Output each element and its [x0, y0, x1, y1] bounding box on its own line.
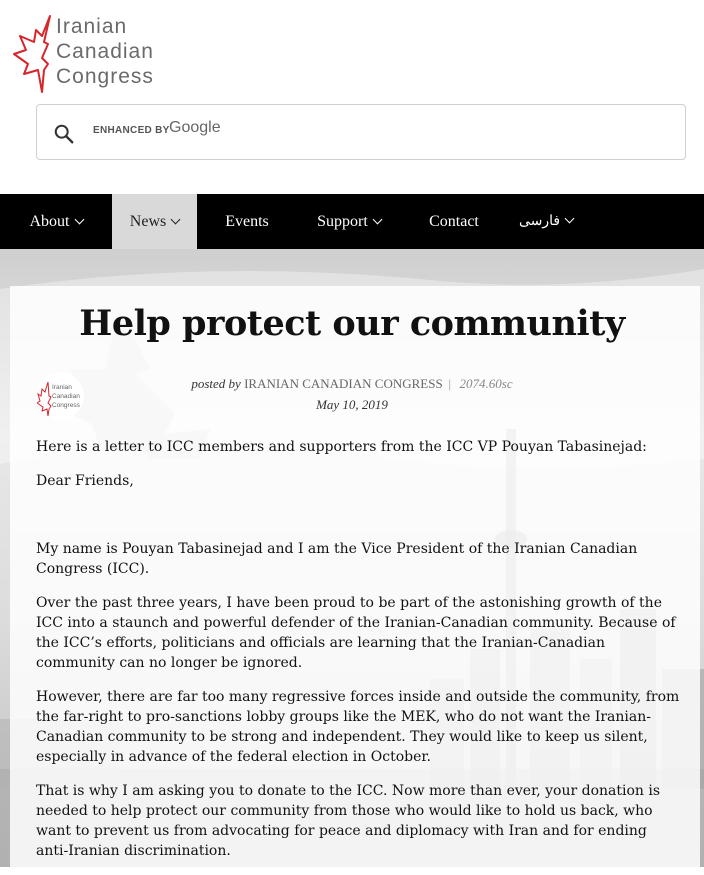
- nav-item-farsi[interactable]: [510, 194, 582, 249]
- nav-item-events[interactable]: [214, 194, 280, 249]
- main-nav: [0, 194, 704, 249]
- chevron-down-icon: [74, 215, 84, 225]
- chevron-down-icon: [565, 214, 575, 224]
- logo-text: [56, 14, 154, 89]
- page-title: Help protect our community: [79, 303, 625, 344]
- site-logo[interactable]: [12, 14, 152, 94]
- logo-line-2: Canadian: [56, 40, 154, 63]
- author-link[interactable]: IRANIAN CANADIAN CONGRESS: [244, 376, 443, 391]
- paragraph: Here is a letter to ICC members and supporters from the ICC VP Pouyan Tabasinejad:: [36, 439, 647, 455]
- nav-item-news[interactable]: [112, 194, 197, 249]
- view-count: 2074.60sc: [459, 376, 513, 391]
- nav-label-events: Events: [225, 213, 269, 230]
- google-label: Google: [169, 119, 221, 136]
- logo-line-1: Iranian: [56, 15, 128, 38]
- search-box: [36, 104, 686, 160]
- paragraph: Over the past three years, I have been proud to be part of the astonishing growth of the ICC into a staunch and powerful defender of the Iranian-Canadian community. Because of the ICC’s efforts, politicians and officials are learning that the Iranian-Canadian community can no longer be ignored.: [36, 595, 676, 671]
- post-meta: [0, 376, 704, 392]
- nav-item-contact[interactable]: [416, 194, 492, 249]
- logo-line-3: Congress: [56, 65, 154, 88]
- meta-separator: |: [447, 376, 452, 391]
- nav-item-about[interactable]: [14, 194, 98, 249]
- post-date: May 10, 2019: [316, 397, 388, 412]
- posted-by-label: posted by: [191, 376, 241, 391]
- nav-item-support[interactable]: [302, 194, 396, 249]
- paragraph: However, there are far too many regressive forces inside and outside the community, from the far-right to pro-sanctions lobby groups like the MEK, who do not want the Iranian-Canadian community to be strong and independent. They would like to keep us silent, especially in advance of the federal election in October.: [36, 689, 680, 765]
- enhanced-by-label: ENHANCED BY: [93, 125, 170, 136]
- nav-label-about: About: [29, 213, 70, 230]
- paragraph: That is why I am asking you to donate to the ICC. Now more than ever, your donation is needed to help protect our community from those who would like to hold us back, who want to prevent us from advocating for peace and diplomacy with Iran and for ending anti-Iranian discrimination.: [36, 783, 661, 859]
- chevron-down-icon: [372, 215, 382, 225]
- svg-text:Congress: Congress: [52, 402, 80, 409]
- paragraph: My name is Pouyan Tabasinejad and I am the Vice President of the Iranian Canadian Congress (ICC).: [36, 541, 638, 577]
- chevron-down-icon: [171, 215, 181, 225]
- paragraph: Dear Friends,: [36, 473, 134, 489]
- article-body: [36, 437, 680, 875]
- search-input[interactable]: [91, 115, 655, 151]
- svg-text:Iranian: Iranian: [52, 384, 72, 391]
- search-icon[interactable]: [53, 123, 75, 145]
- maple-leaf-icon: [12, 14, 58, 94]
- nav-label-support: Support: [317, 213, 368, 230]
- nav-label-farsi: فارسی: [518, 214, 561, 229]
- nav-label-news: News: [129, 213, 167, 230]
- svg-text:Canadian: Canadian: [52, 393, 80, 400]
- nav-label-contact: Contact: [429, 213, 479, 230]
